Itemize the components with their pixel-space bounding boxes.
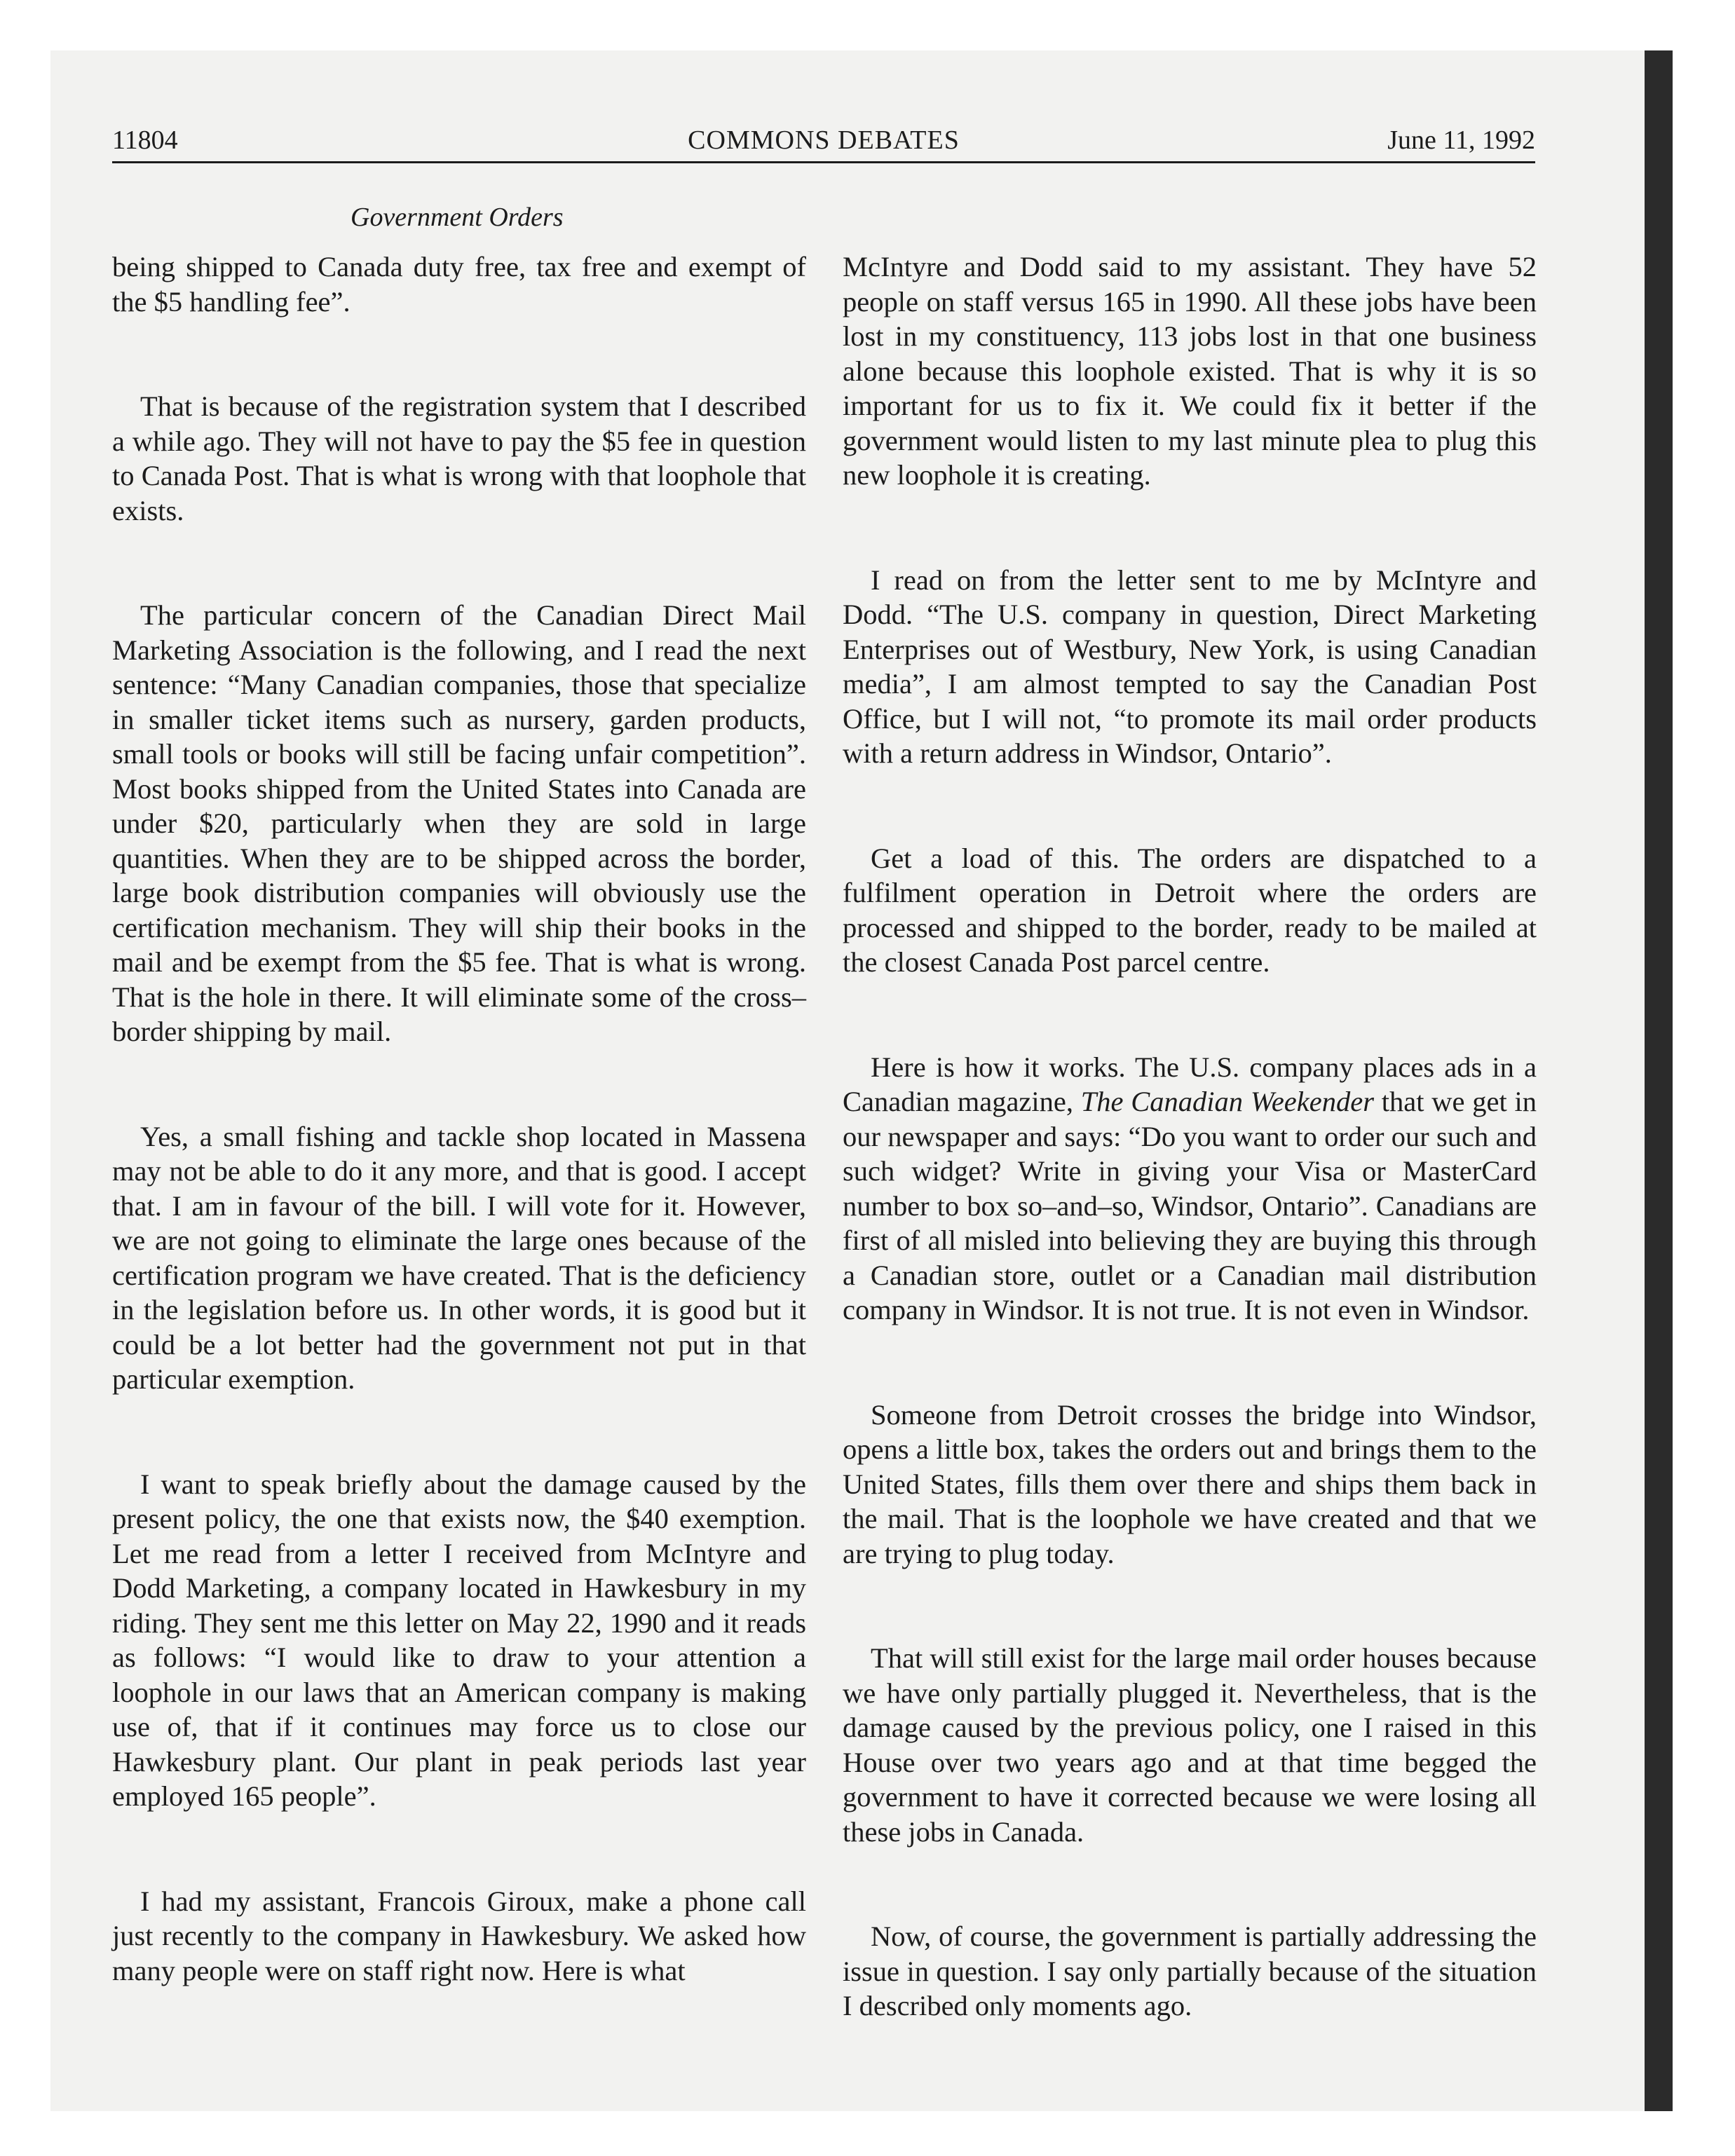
- page-number: 11804: [112, 125, 178, 155]
- magazine-title: The Canadian Weekender: [1080, 1086, 1374, 1117]
- paragraph: I read on from the letter sent to me by McIntyre and Dodd. “The U.S. company in question, Direct Marketing Enterprises out of Westbury, New York, is using Canadian media”, I am almost tempted to say the Canadian Post Office, but I will not, “to promote its mail order products with a return address in Windsor, Ontario”.: [843, 564, 1537, 769]
- running-header: [112, 125, 1535, 163]
- paragraph: Get a load of this. The orders are dispatched to a fulfilment operation in Detroit where the orders are processed and shipped to the border, ready to be mailed at the closest Canada Post parcel centre.: [843, 842, 1537, 978]
- paragraph: [843, 1050, 1537, 1328]
- paragraph: The particular concern of the Canadian Direct Mail Marketing Association is the following, and I read the next sentence: “Many Canadian companies, those that specialize in smaller ticket items such as nursery, garden products, small tools or books will still be facing unfair competition”. Most books shipped from the United States into Canada are under $20, particularly when they are sold in large quantities. When they are to be shipped across the border, large book distribution companies will obviously use the certification mechanism. They will ship their books in the mail and be exempt from the $5 fee. That is what is wrong. That is the hole in there. It will eliminate some of the cross–border shipping by mail.: [112, 599, 806, 1047]
- paragraph: I want to speak briefly about the damage caused by the present policy, the one that exists now, the $40 exemption. Let me read from a letter I received from McIntyre and Dodd Marketing, a company located in Hawkesbury in my riding. They sent me this letter on May 22, 1990 and it reads as follows: “I would like to draw to your attention a loophole in our laws that an American company is making use of, that if it continues may force us to close our Hawkesbury plant. Our plant in peak periods last year employed 165 people”.: [112, 1468, 806, 1812]
- section-heading: Government Orders: [351, 203, 564, 232]
- paragraph: That is because of the registration system that I described a while ago. They will not have to pay the $5 fee in question to Canada Post. That is what is wrong with that loophole that exists.: [112, 390, 806, 526]
- text-run: Here is how it works. The U.S. company places ads in a Canadian magazine,: [843, 1051, 1537, 1117]
- publication-date: June 11, 1992: [1387, 125, 1535, 155]
- right-column: [843, 250, 1537, 2024]
- paragraph: I had my assistant, Francois Giroux, make a phone call just recently to the company in Hawkesbury. We asked how many people were on staff right now. Here is what: [112, 1885, 806, 1986]
- left-column: [112, 250, 806, 1988]
- paragraph: That will still exist for the large mail order houses because we have only partially plugged it. Nevertheless, that is the damage caused by the previous policy, one I raised in this House over two years ago and at that time begged the government to have it corrected because we were losing all these jobs in Canada.: [843, 1642, 1537, 1848]
- text-run: that we get in our newspaper and says: “Do you want to order our such and such widget? Write in giving your Visa or MasterCard number to box so–and–so, Windsor, Ontario”. Canadians are first of all misled into believing they are buying this through a Canadian store, outlet or a Canadian mail distribution company in Windsor. It is not true. It is not even in Windsor.: [843, 1086, 1537, 1325]
- paragraph: Now, of course, the government is partially addressing the issue in question. I say only partially because of the situation I described only moments ago.: [843, 1920, 1537, 2021]
- publication-title: COMMONS DEBATES: [688, 125, 960, 155]
- paragraph: Yes, a small fishing and tackle shop located in Massena may not be able to do it any more, and that is good. I accept that. I am in favour of the bill. I will vote for it. However, we are not going to eliminate the large ones because of the certification program we have created. That is the deficiency in the legislation before us. In other words, it is good but it could be a lot better had the government not put in that particular exemption.: [112, 1120, 806, 1395]
- paragraph: Someone from Detroit crosses the bridge into Windsor, opens a little box, takes the orders out and brings them to the United States, fills them over there and ships them back in the mail. That is the loophole we have created and that we are trying to plug today.: [843, 1398, 1537, 1569]
- paragraph: being shipped to Canada duty free, tax free and exempt of the $5 handling fee”.: [112, 251, 806, 318]
- scan-edge-shadow: [1645, 50, 1673, 2111]
- paragraph: McIntyre and Dodd said to my assistant. They have 52 people on staff versus 165 in 1990. All these jobs have been lost in my constituency, 113 jobs lost in that one business alone because this loophole existed. That is why it is so important for us to fix it. We could fix it better if the government would listen to my last minute plea to plug this new loophole it is creating.: [843, 251, 1537, 491]
